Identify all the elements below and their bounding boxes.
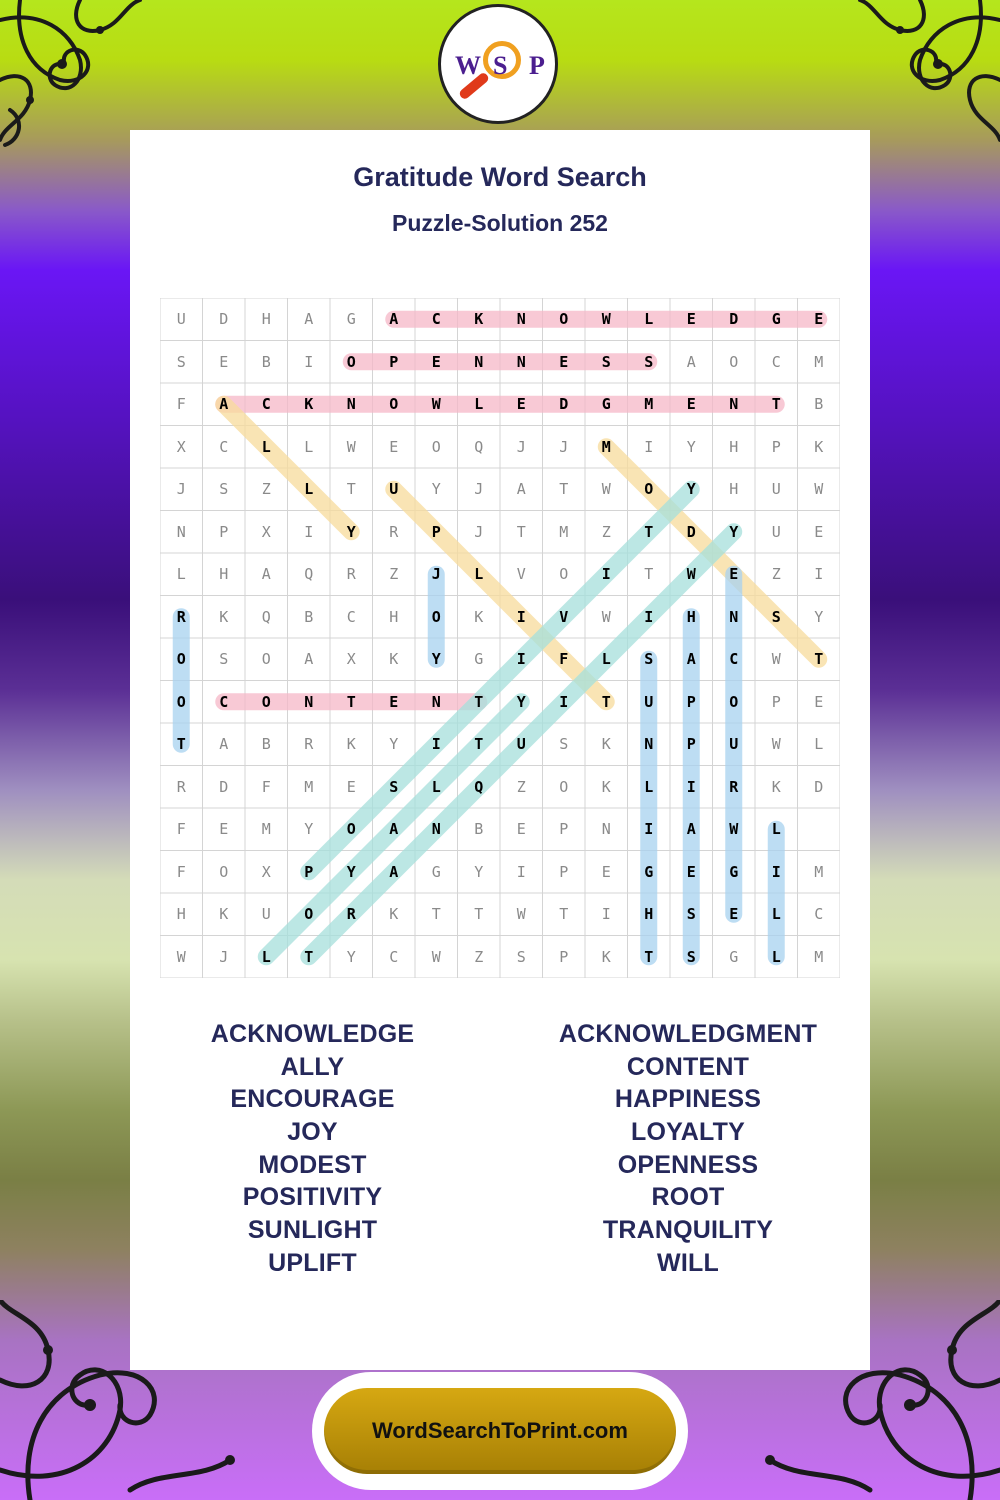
grid-letter[interactable]: W [729, 820, 739, 839]
grid-letter[interactable]: K [474, 607, 484, 626]
grid-letter[interactable]: K [219, 905, 229, 924]
grid-letter[interactable]: H [219, 565, 229, 584]
grid-letter[interactable]: P [431, 522, 441, 541]
grid-letter[interactable]: O [389, 395, 399, 414]
grid-letter[interactable]: O [729, 352, 739, 371]
grid-letter[interactable]: N [729, 395, 739, 414]
grid-letter[interactable]: O [729, 692, 739, 711]
grid-letter[interactable]: T [559, 905, 569, 924]
grid-letter[interactable]: C [219, 692, 229, 711]
grid-letter[interactable]: G [601, 395, 611, 414]
grid-letter[interactable]: S [771, 607, 781, 626]
grid-letter[interactable]: T [346, 692, 356, 711]
grid-letter[interactable]: O [261, 692, 271, 711]
grid-letter[interactable]: I [304, 522, 314, 541]
grid-letter[interactable]: T [644, 947, 654, 966]
grid-letter[interactable]: S [559, 735, 569, 754]
grid-letter[interactable]: T [516, 522, 526, 541]
grid-letter[interactable]: O [346, 352, 356, 371]
grid-letter[interactable]: G [644, 862, 654, 881]
grid-letter[interactable]: W [601, 607, 611, 626]
grid-letter[interactable]: V [559, 607, 569, 626]
grid-letter[interactable]: A [261, 565, 271, 584]
grid-letter[interactable]: T [644, 565, 654, 584]
grid-letter[interactable]: D [686, 522, 696, 541]
grid-letter[interactable]: L [644, 777, 654, 796]
grid-letter[interactable]: E [219, 352, 229, 371]
grid-letter[interactable]: Z [389, 565, 399, 584]
grid-letter[interactable]: H [261, 310, 271, 329]
grid-letter[interactable]: F [261, 777, 271, 796]
grid-letter[interactable]: X [261, 862, 271, 881]
grid-letter[interactable]: P [771, 692, 781, 711]
grid-letter[interactable]: F [176, 862, 186, 881]
grid-letter[interactable]: Y [346, 522, 356, 541]
grid-letter[interactable]: F [176, 820, 186, 839]
grid-letter[interactable]: O [261, 650, 271, 669]
grid-letter[interactable]: S [644, 352, 654, 371]
word-list-item: UPLIFT [268, 1248, 357, 1277]
grid-letter[interactable]: E [389, 692, 399, 711]
grid-letter[interactable]: I [559, 692, 569, 711]
grid-letter[interactable]: K [474, 310, 484, 329]
grid-letter[interactable]: K [389, 650, 399, 669]
grid-letter[interactable]: E [686, 862, 696, 881]
grid-letter[interactable]: O [219, 862, 229, 881]
grid-letter[interactable]: S [219, 650, 229, 669]
grid-letter[interactable]: R [346, 565, 356, 584]
grid-letter[interactable]: Y [304, 820, 314, 839]
grid-letter[interactable]: T [176, 735, 186, 754]
grid-letter[interactable]: E [814, 692, 824, 711]
grid-letter[interactable]: W [814, 480, 824, 499]
grid-letter[interactable]: E [431, 352, 441, 371]
grid-letter[interactable]: P [559, 862, 569, 881]
grid-letter[interactable]: W [601, 310, 611, 329]
grid-letter[interactable]: J [176, 480, 186, 499]
grid-letter[interactable]: H [729, 437, 739, 456]
grid-letter[interactable]: I [601, 905, 611, 924]
grid-letter[interactable]: I [644, 607, 654, 626]
grid-letter[interactable]: J [219, 947, 229, 966]
grid-letter[interactable]: Y [814, 607, 824, 626]
grid-letter[interactable]: D [729, 310, 739, 329]
grid-letter[interactable]: K [601, 947, 611, 966]
grid-letter[interactable]: W [516, 905, 526, 924]
grid-letter[interactable]: K [346, 735, 356, 754]
grid-letter[interactable]: P [686, 692, 696, 711]
grid-letter[interactable]: N [346, 395, 356, 414]
grid-letter[interactable]: N [516, 352, 526, 371]
grid-letter[interactable]: T [474, 692, 484, 711]
grid-letter[interactable]: W [686, 565, 696, 584]
grid-letter[interactable]: Y [729, 522, 739, 541]
grid-letter[interactable]: Y [516, 692, 526, 711]
grid-letter[interactable]: U [771, 480, 781, 499]
grid-letter[interactable]: K [814, 437, 824, 456]
grid-letter[interactable]: C [389, 947, 399, 966]
logo-letter: W [455, 51, 481, 80]
word-list-item: ALLY [280, 1052, 345, 1081]
grid-letter[interactable]: B [304, 607, 314, 626]
grid-letter[interactable]: Z [516, 777, 526, 796]
word-list-item: JOY [287, 1118, 338, 1147]
grid-letter[interactable]: Y [686, 437, 696, 456]
footer-banner [312, 1372, 688, 1490]
grid-letter[interactable]: E [729, 905, 739, 924]
grid-letter[interactable]: C [219, 437, 229, 456]
grid-letter[interactable]: K [601, 735, 611, 754]
grid-letter[interactable]: N [601, 820, 611, 839]
grid-letter[interactable]: M [814, 352, 824, 371]
grid-letter[interactable]: O [644, 480, 654, 499]
grid-letter[interactable]: C [431, 310, 441, 329]
grid-letter[interactable]: K [771, 777, 781, 796]
grid-letter[interactable]: N [729, 607, 739, 626]
word-list-item: OPENNESS [617, 1150, 759, 1179]
grid-letter[interactable]: I [516, 862, 526, 881]
grid-letter[interactable]: P [559, 820, 569, 839]
grid-letter[interactable]: E [219, 820, 229, 839]
grid-letter[interactable]: S [644, 650, 654, 669]
grid-letter[interactable]: T [346, 480, 356, 499]
grid-letter[interactable]: U [176, 310, 186, 329]
grid-letter[interactable]: E [389, 437, 399, 456]
grid-letter[interactable]: Q [474, 437, 484, 456]
grid-letter[interactable]: X [346, 650, 356, 669]
grid-letter[interactable]: U [771, 522, 781, 541]
grid-letter[interactable]: R [176, 777, 186, 796]
grid-letter[interactable]: I [686, 777, 696, 796]
grid-letter[interactable]: K [389, 905, 399, 924]
grid-letter[interactable]: E [601, 862, 611, 881]
grid-letter[interactable]: M [644, 395, 654, 414]
grid-letter[interactable]: R [304, 735, 314, 754]
grid-letter[interactable]: B [814, 395, 824, 414]
grid-letter[interactable]: I [644, 437, 654, 456]
grid-letter[interactable]: N [176, 522, 186, 541]
grid-letter[interactable]: R [176, 607, 186, 626]
grid-letter[interactable]: U [729, 735, 739, 754]
grid-letter[interactable]: E [346, 777, 356, 796]
word-list-item: CONTENT [626, 1052, 750, 1081]
grid-letter[interactable]: R [729, 777, 739, 796]
grid-letter[interactable]: U [644, 692, 654, 711]
grid-letter[interactable]: L [304, 437, 314, 456]
grid-letter[interactable]: M [814, 862, 824, 881]
grid-letter[interactable]: L [644, 310, 654, 329]
grid-letter[interactable]: T [814, 650, 824, 669]
grid-letter[interactable]: N [644, 735, 654, 754]
grid-letter[interactable]: E [516, 820, 526, 839]
site-logo[interactable] [438, 4, 558, 124]
grid-letter[interactable]: Y [431, 480, 441, 499]
grid-letter[interactable]: T [474, 735, 484, 754]
grid-letter[interactable]: V [516, 565, 526, 584]
grid-letter[interactable]: W [771, 650, 781, 669]
grid-letter[interactable]: Z [771, 565, 781, 584]
site-link-label: WordSearchToPrint.com [372, 1418, 628, 1443]
grid-letter[interactable]: F [559, 650, 569, 669]
grid-letter[interactable]: N [474, 352, 484, 371]
grid-letter[interactable]: Y [431, 650, 441, 669]
grid-letter[interactable]: N [304, 692, 314, 711]
grid-letter[interactable]: I [431, 735, 441, 754]
grid-letter[interactable]: B [474, 820, 484, 839]
grid-letter[interactable]: A [389, 310, 399, 329]
grid-letter[interactable]: G [431, 862, 441, 881]
grid-letter[interactable]: Z [261, 480, 271, 499]
grid-letter[interactable]: J [474, 522, 484, 541]
grid-letter[interactable]: D [559, 395, 569, 414]
grid-letter[interactable]: Y [346, 947, 356, 966]
grid-letter[interactable]: T [601, 692, 611, 711]
grid-letter[interactable]: N [431, 692, 441, 711]
word-list-item: ACKNOWLEDGMENT [558, 1020, 818, 1048]
grid-letter[interactable]: T [474, 905, 484, 924]
word-list-item: POSITIVITY [242, 1183, 383, 1212]
grid-letter[interactable]: U [516, 735, 526, 754]
grid-letter[interactable]: X [261, 522, 271, 541]
grid-letter[interactable]: A [389, 820, 399, 839]
grid-letter[interactable]: R [346, 905, 356, 924]
grid-letter[interactable]: G [474, 650, 484, 669]
page-subtitle: Puzzle-Solution 252 [392, 210, 608, 236]
grid-letter[interactable]: L [771, 820, 781, 839]
grid-letter[interactable]: P [771, 437, 781, 456]
grid-letter[interactable]: U [389, 480, 399, 499]
logo-letter: S [493, 51, 508, 80]
grid-letter[interactable]: E [559, 352, 569, 371]
grid-letter[interactable]: U [261, 905, 271, 924]
grid-letter[interactable]: T [431, 905, 441, 924]
grid-letter[interactable]: O [431, 437, 441, 456]
grid-letter[interactable]: C [261, 395, 271, 414]
grid-letter[interactable]: Y [686, 480, 696, 499]
grid-letter[interactable]: T [771, 395, 781, 414]
grid-letter[interactable]: D [219, 310, 229, 329]
grid-letter[interactable]: I [644, 820, 654, 839]
grid-letter[interactable]: H [644, 905, 654, 924]
grid-letter[interactable]: Q [261, 607, 271, 626]
grid-letter[interactable]: A [219, 395, 229, 414]
grid-letter[interactable]: Y [474, 862, 484, 881]
grid-letter[interactable]: N [431, 820, 441, 839]
word-list-item: ENCOURAGE [230, 1085, 395, 1114]
grid-letter[interactable]: G [771, 310, 781, 329]
grid-letter[interactable]: P [686, 735, 696, 754]
grid-letter[interactable]: A [304, 310, 314, 329]
grid-letter[interactable]: Z [474, 947, 484, 966]
grid-letter[interactable]: L [601, 650, 611, 669]
grid-letter[interactable]: F [176, 395, 186, 414]
grid-letter[interactable]: W [601, 480, 611, 499]
letter-grid [160, 298, 840, 978]
grid-letter[interactable]: I [814, 565, 824, 584]
grid-letter[interactable]: J [431, 565, 441, 584]
corner-ornament-icon [850, 0, 1000, 150]
grid-letter[interactable]: K [304, 395, 314, 414]
grid-letter[interactable]: I [304, 352, 314, 371]
logo-letter: P [529, 51, 545, 80]
grid-letter[interactable]: B [261, 735, 271, 754]
word-list-item: MODEST [258, 1150, 367, 1179]
word-list-right-column [500, 1018, 876, 1280]
grid-letter[interactable]: O [559, 777, 569, 796]
grid-letter[interactable]: D [219, 777, 229, 796]
grid-letter[interactable]: E [814, 522, 824, 541]
grid-letter[interactable]: G [729, 862, 739, 881]
grid-letter[interactable]: L [771, 947, 781, 966]
grid-letter[interactable]: L [474, 565, 484, 584]
grid-letter[interactable]: P [559, 947, 569, 966]
word-list-left-column [130, 1018, 495, 1280]
grid-letter[interactable]: Q [304, 565, 314, 584]
grid-letter[interactable]: M [601, 437, 611, 456]
grid-letter[interactable]: X [176, 437, 186, 456]
grid-letter[interactable]: S [601, 352, 611, 371]
grid-letter[interactable]: Y [389, 735, 399, 754]
grid-letter[interactable]: J [474, 480, 484, 499]
grid-letter[interactable]: Q [474, 777, 484, 796]
grid-letter[interactable]: I [516, 650, 526, 669]
word-list-item: SUNLIGHT [247, 1216, 378, 1245]
grid-letter[interactable]: A [389, 862, 399, 881]
grid-letter[interactable]: O [559, 310, 569, 329]
page-title: Gratitude Word Search [353, 162, 647, 192]
grid-letter[interactable]: D [814, 777, 824, 796]
word-list-item: HAPPINESS [614, 1085, 762, 1114]
grid-letter[interactable]: P [304, 862, 314, 881]
grid-letter[interactable]: E [686, 395, 696, 414]
grid-letter[interactable]: E [686, 310, 696, 329]
grid-letter[interactable]: W [771, 735, 781, 754]
word-search-grid [160, 298, 840, 978]
grid-letter[interactable]: H [686, 607, 696, 626]
site-link-button[interactable] [324, 1388, 676, 1474]
grid-letter[interactable]: L [261, 437, 271, 456]
grid-letter[interactable]: A [304, 650, 314, 669]
grid-letter[interactable]: S [389, 777, 399, 796]
grid-letter[interactable]: O [346, 820, 356, 839]
grid-letter[interactable]: A [686, 352, 696, 371]
grid-letter[interactable]: O [176, 692, 186, 711]
grid-letter[interactable]: K [219, 607, 229, 626]
grid-letter[interactable]: T [559, 480, 569, 499]
grid-letter[interactable]: M [261, 820, 271, 839]
grid-letter[interactable]: L [261, 947, 271, 966]
grid-letter[interactable]: W [346, 437, 356, 456]
grid-letter[interactable]: K [601, 777, 611, 796]
grid-letter[interactable]: M [814, 947, 824, 966]
grid-letter[interactable]: L [176, 565, 186, 584]
grid-letter[interactable]: L [431, 777, 441, 796]
grid-letter[interactable]: S [176, 352, 186, 371]
grid-letter[interactable]: L [304, 480, 314, 499]
corner-ornament-icon [0, 0, 150, 150]
word-list-item: LOYALTY [631, 1118, 745, 1147]
grid-letter[interactable]: L [474, 395, 484, 414]
grid-letter[interactable]: I [601, 565, 611, 584]
grid-letter[interactable]: L [771, 905, 781, 924]
grid-letter[interactable]: C [729, 650, 739, 669]
grid-letter[interactable]: M [304, 777, 314, 796]
grid-letter[interactable]: I [771, 862, 781, 881]
grid-letter[interactable]: Y [346, 862, 356, 881]
grid-letter[interactable]: S [686, 905, 696, 924]
grid-letter[interactable] [798, 808, 841, 851]
grid-letter[interactable]: C [346, 607, 356, 626]
word-list-item: TRANQUILITY [602, 1216, 774, 1245]
grid-letter[interactable]: E [814, 310, 824, 329]
grid-letter[interactable]: M [559, 522, 569, 541]
grid-letter[interactable]: A [686, 650, 696, 669]
grid-letter[interactable]: R [389, 522, 399, 541]
word-list-item: ACKNOWLEDGE [210, 1020, 415, 1048]
grid-letter[interactable]: A [516, 480, 526, 499]
grid-letter[interactable]: O [176, 650, 186, 669]
grid-letter[interactable]: T [304, 947, 314, 966]
grid-letter[interactable]: J [516, 437, 526, 456]
grid-letter[interactable]: G [346, 310, 356, 329]
word-list-item: WILL [657, 1248, 719, 1277]
word-list-item: ROOT [651, 1183, 725, 1212]
grid-letter[interactable]: H [176, 905, 186, 924]
grid-letter[interactable]: W [431, 395, 441, 414]
grid-letter[interactable]: E [729, 565, 739, 584]
grid-letter[interactable]: S [219, 480, 229, 499]
grid-letter[interactable]: W [176, 947, 186, 966]
grid-letter[interactable]: S [516, 947, 526, 966]
grid-letter[interactable]: C [771, 352, 781, 371]
grid-letter[interactable]: O [559, 565, 569, 584]
grid-letter[interactable]: E [516, 395, 526, 414]
grid-letter[interactable]: S [686, 947, 696, 966]
grid-letter[interactable]: H [729, 480, 739, 499]
word-list [130, 1018, 870, 1288]
grid-letter[interactable]: O [431, 607, 441, 626]
grid-letter[interactable]: G [729, 947, 739, 966]
grid-letter[interactable]: W [431, 947, 441, 966]
grid-letter[interactable]: P [389, 352, 399, 371]
grid-letter[interactable]: B [261, 352, 271, 371]
grid-letter[interactable]: A [686, 820, 696, 839]
grid-letter[interactable]: L [814, 735, 824, 754]
grid-letter[interactable]: C [814, 905, 824, 924]
grid-letter[interactable]: H [389, 607, 399, 626]
grid-letter[interactable]: O [304, 905, 314, 924]
grid-letter[interactable]: N [516, 310, 526, 329]
grid-letter[interactable]: P [219, 522, 229, 541]
grid-letter[interactable]: I [516, 607, 526, 626]
grid-letter[interactable]: J [559, 437, 569, 456]
grid-letter[interactable]: Z [601, 522, 611, 541]
grid-letter[interactable]: A [219, 735, 229, 754]
grid-letter[interactable]: T [644, 522, 654, 541]
